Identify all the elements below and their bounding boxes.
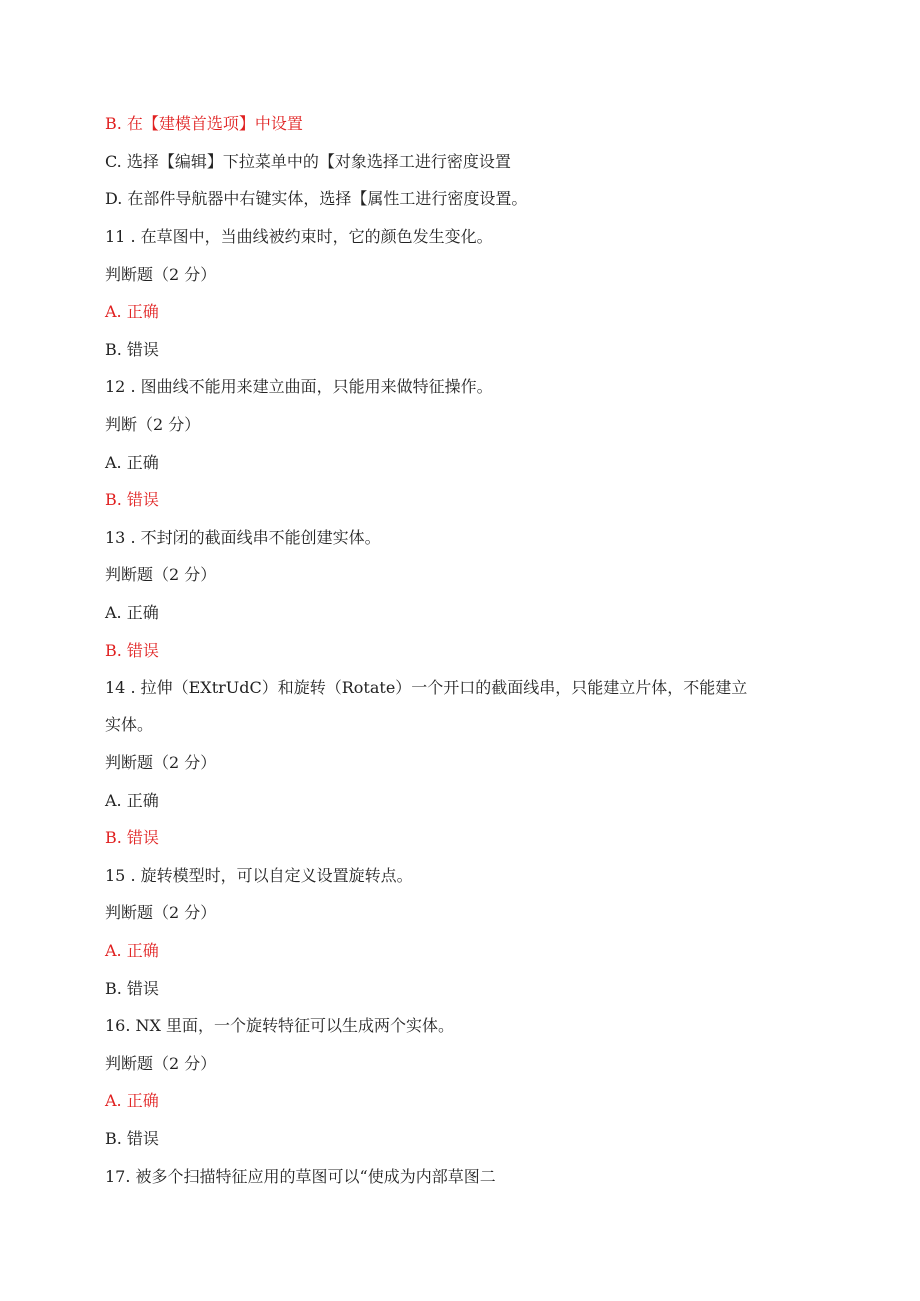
- q12-type: 判断（2 分）: [105, 415, 201, 434]
- q13-type: 判断题（2 分）: [105, 565, 217, 584]
- q10-option-d: D. 在部件导航器中右键实体，选择【属性工进行密度设置。: [105, 189, 528, 208]
- q16-option-a: A. 正确: [105, 1091, 159, 1110]
- q15-option-b: B. 错误: [105, 979, 159, 998]
- q10-option-b: B. 在【建模首选项】中设置: [105, 114, 303, 133]
- q13-option-b: B. 错误: [105, 641, 159, 660]
- q14-stem-line2: 实体。: [105, 715, 154, 734]
- q16-type: 判断题（2 分）: [105, 1054, 217, 1073]
- q10-option-c: C. 选择【编辑】下拉菜单中的【对象选择工进行密度设置: [105, 152, 511, 171]
- q11-option-a: A. 正确: [105, 302, 159, 321]
- q15-type: 判断题（2 分）: [105, 903, 217, 922]
- q15-stem: 15 . 旋转模型时，可以自定义设置旋转点。: [105, 866, 413, 885]
- q12-stem: 12 . 图曲线不能用来建立曲面，只能用来做特征操作。: [105, 377, 493, 396]
- q16-option-b: B. 错误: [105, 1129, 159, 1148]
- q12-option-b: B. 错误: [105, 490, 159, 509]
- q11-option-b: B. 错误: [105, 340, 159, 359]
- q13-stem: 13 . 不封闭的截面线串不能创建实体。: [105, 528, 381, 547]
- q13-option-a: A. 正确: [105, 603, 159, 622]
- q11-stem: 11 . 在草图中，当曲线被约束时，它的颜色发生变化。: [105, 227, 493, 246]
- q14-option-b: B. 错误: [105, 828, 159, 847]
- q11-type: 判断题（2 分）: [105, 265, 217, 284]
- q12-option-a: A. 正确: [105, 453, 159, 472]
- q17-stem: 17. 被多个扫描特征应用的草图可以“使成为内部草图二: [105, 1167, 496, 1186]
- q14-type: 判断题（2 分）: [105, 753, 217, 772]
- q14-option-a: A. 正确: [105, 791, 159, 810]
- q16-stem: 16. NX 里面，一个旋转特征可以生成两个实体。: [105, 1016, 455, 1035]
- q14-stem-line1: 14 . 拉伸（EXtrUdC）和旋转（Rotate）一个开口的截面线串，只能建立片体，不能建立: [105, 678, 748, 697]
- q15-option-a: A. 正确: [105, 941, 159, 960]
